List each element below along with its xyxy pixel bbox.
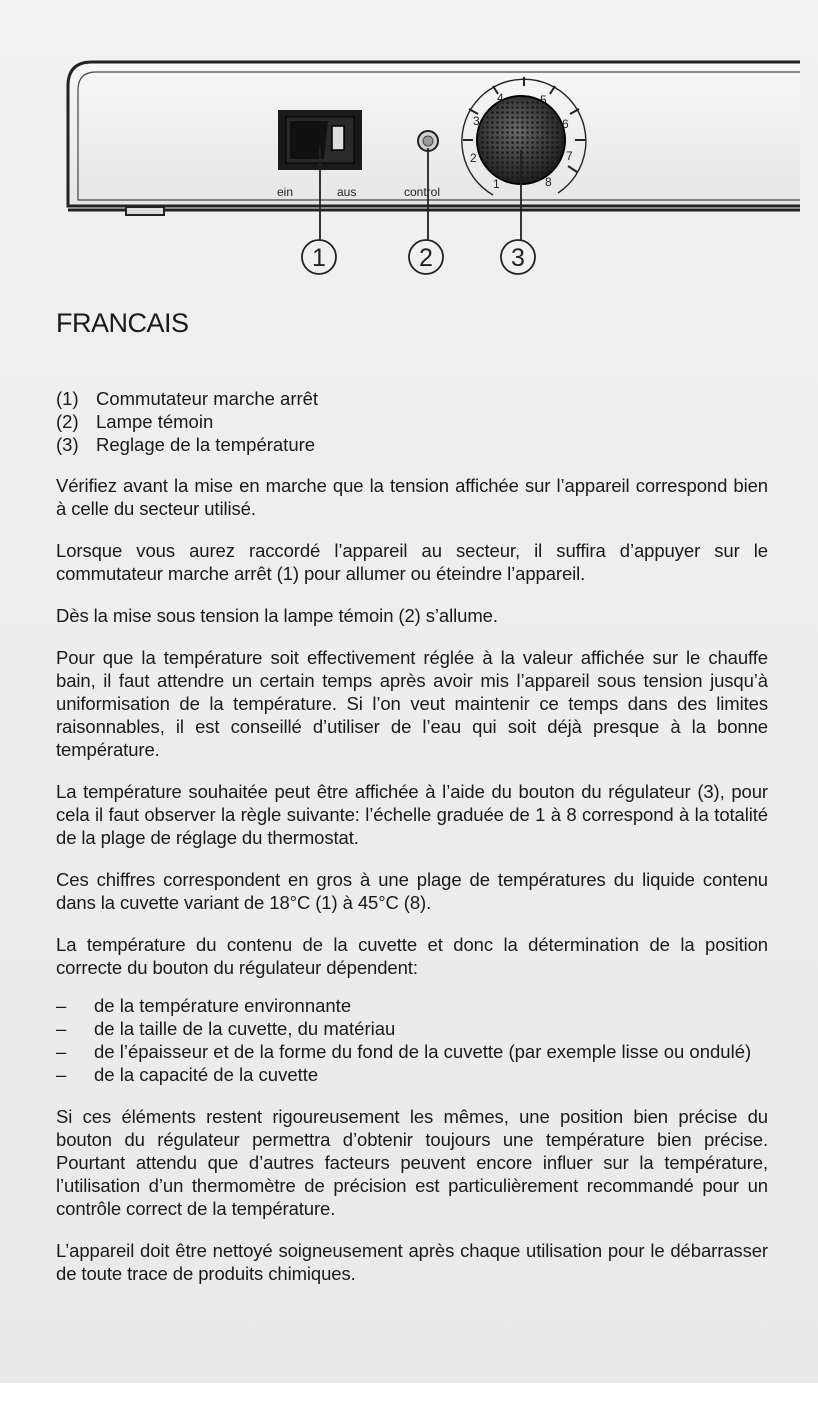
legend-text: Lampe témoin xyxy=(96,411,214,432)
switch-on-label: ein xyxy=(277,185,294,199)
page-bottom-edge xyxy=(0,1383,818,1405)
paragraph-voltage-check: Vérifiez avant la mise en marche que la tension affichée sur l’appareil correspond bien à celle du secteur utilisé. xyxy=(56,475,768,519)
callout-number-3: 3 xyxy=(511,244,525,272)
legend-item xyxy=(56,387,768,410)
dial-number-3: 3 xyxy=(473,114,480,128)
factor-text: de la température environnante xyxy=(94,995,352,1016)
factor-text: de l’épaisseur et de la forme du fond de la cuvette (par exemple lisse ou ondulé) xyxy=(94,1041,752,1062)
dial-number-5: 5 xyxy=(540,93,547,107)
dash-bullet: – xyxy=(56,1041,67,1062)
legend-number: (3) xyxy=(56,434,79,455)
switch-off-label: aus xyxy=(337,185,357,199)
dial-number-7: 7 xyxy=(566,149,573,163)
legend-text: Commutateur marche arrêt xyxy=(96,388,319,409)
paragraph-precision: Si ces éléments restent rigoureusement les mêmes, une position bien précise du bouton du régulateur permettra d’obtenir toujours une température bien précise. Pourtant attendu que d’autres facteurs peuvent encore influer sur la température, l’utilisation d’un thermomètre de précision est particulièrement recommandé pour un contrôle correct de la température. xyxy=(56,1106,768,1219)
language-heading: FRANCAIS xyxy=(56,308,189,338)
paragraph-cleaning: L’appareil doit être nettoyé soigneusement après chaque utilisation pour le débarrasser de toute trace de produits chimiques. xyxy=(56,1240,768,1284)
instructions-text xyxy=(56,300,768,1304)
factor-text: de la taille de la cuvette, du matériau xyxy=(94,1018,396,1039)
dash-bullet: – xyxy=(56,1064,67,1085)
list-item xyxy=(56,1017,768,1040)
lamp-label: control xyxy=(404,185,441,199)
list-item xyxy=(56,1040,768,1063)
dial-number-1: 1 xyxy=(493,177,500,191)
list-item xyxy=(56,1063,768,1086)
dash-bullet: – xyxy=(56,995,67,1016)
paragraph-control-lamp: Dès la mise sous tension la lampe témoin (2) s’allume. xyxy=(56,605,498,626)
list-item xyxy=(56,994,768,1017)
legend-number: (1) xyxy=(56,388,79,409)
paragraph-dial-scale: La température souhaitée peut être affichée à l’aide du bouton du régulateur (3), pour cela il faut observer la règle suivante: l’échelle graduée de 1 à 8 correspond à la totalité de la plage de réglage du thermostat. xyxy=(56,781,768,848)
dial-number-6: 6 xyxy=(562,117,569,131)
legend-item xyxy=(56,433,768,456)
paragraph-dependencies: La température du contenu de la cuvette et donc la détermination de la position correcte du bouton du régulateur dépendent: xyxy=(56,934,768,978)
callout-2 xyxy=(409,240,443,274)
paragraph-warm-up: Pour que la température soit effectivement réglée à la valeur affichée sur le chauffe bain, il faut attendre un certain temps après avoir mis l’appareil sous tension jusqu’à uniformisation de la température. Si l’on veut maintenir ce temps dans des limites raisonnables, il est conseillé d’utiliser de l’eau qui soit déjà presque à la bonne température. xyxy=(56,647,768,760)
callout-number-2: 2 xyxy=(419,244,433,272)
legend-text: Reglage de la température xyxy=(96,434,316,455)
legend-item xyxy=(56,410,768,433)
dial-number-2: 2 xyxy=(470,151,477,165)
callout-number-1: 1 xyxy=(312,244,326,272)
paragraph-power-switch: Lorsque vous aurez raccordé l’appareil au secteur, il suffira d’appuyer sur le commutateur marche arrêt (1) pour allumer ou éteindre l’appareil. xyxy=(56,540,768,584)
parts-legend xyxy=(56,387,768,456)
dial-number-8: 8 xyxy=(545,175,552,189)
legend-number: (2) xyxy=(56,411,79,432)
factor-list xyxy=(56,994,768,1086)
callout-3 xyxy=(501,240,535,274)
device-panel-diagram xyxy=(0,0,818,290)
paragraph-temperature-range: Ces chiffres correspondent en gros à une plage de températures du liquide contenu dans la cuvette variant de 18°C (1) à 45°C (8). xyxy=(56,869,768,913)
dial-number-4: 4 xyxy=(497,91,504,105)
dash-bullet: – xyxy=(56,1018,67,1039)
factor-text: de la capacité de la cuvette xyxy=(94,1064,319,1085)
callout-1 xyxy=(302,240,336,274)
